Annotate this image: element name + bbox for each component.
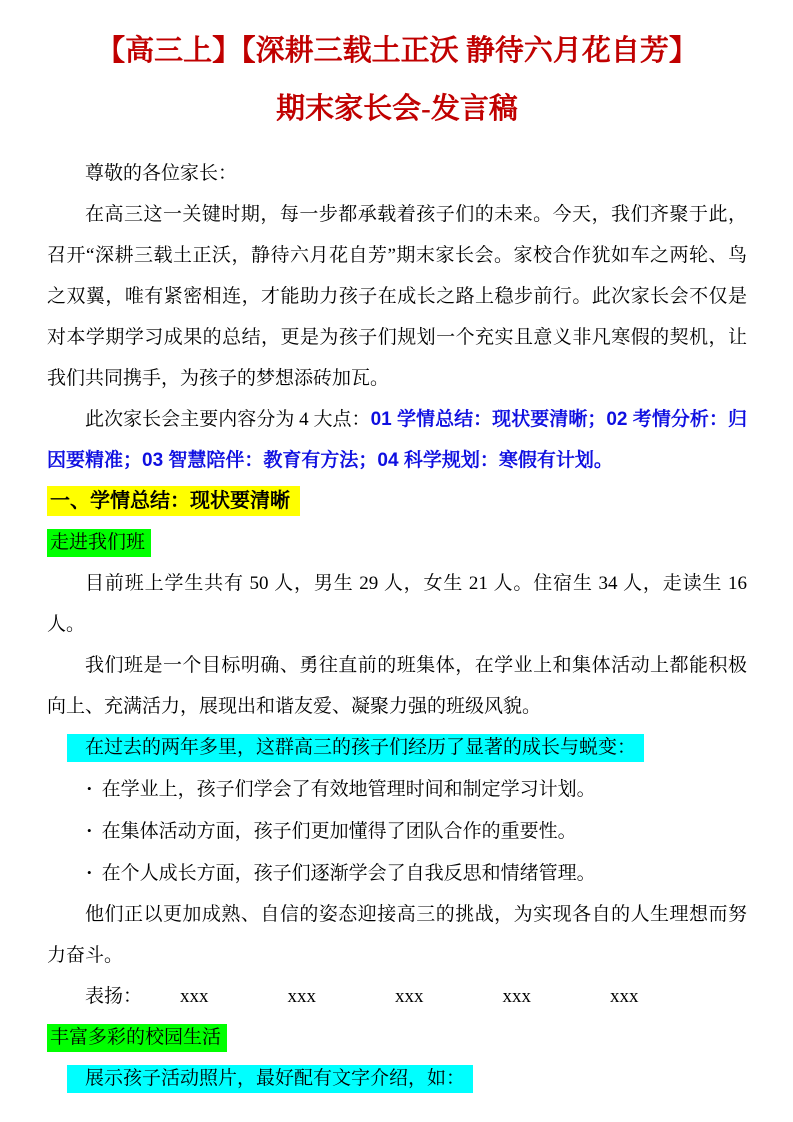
class-description-paragraph: 我们班是一个目标明确、勇往直前的班集体，在学业上和集体活动上都能积极向上、充满活力，展现出和谐友爱、凝聚力强的班级风貌。 xyxy=(47,655,747,717)
praise-name-2: xxx xyxy=(287,986,317,1007)
growth-highlight-line xyxy=(47,727,747,768)
subheading-campus-text: 丰富多彩的校园生活 xyxy=(47,1024,227,1052)
photos-note-text: 展示孩子活动照片，最好配有文字介绍，如： xyxy=(67,1065,473,1093)
agenda-lead-text: 此次家长会主要内容分为 4 大点： xyxy=(85,409,371,430)
subheading-campus xyxy=(47,1017,747,1058)
bullet-icon: • xyxy=(87,823,92,838)
title-line-2: 期末家长会-发言稿 xyxy=(276,93,518,125)
agenda-items-text: 01 学情总结：现状要清晰；02 考情分析：归因要精准；03 智慧陪伴：教育有方法；04 科学规划：寒假有计划。 xyxy=(47,409,747,471)
praise-name-4: xxx xyxy=(502,986,532,1007)
growth-bullet-1-text: 在学业上，孩子们学会了有效地管理时间和制定学习计划。 xyxy=(101,779,596,800)
praise-name-1: xxx xyxy=(180,986,209,1007)
praise-name-5: xxx xyxy=(610,986,639,1007)
bullet-icon: • xyxy=(87,781,92,796)
section1-heading xyxy=(47,481,747,522)
growth-bullet-2 xyxy=(47,810,747,852)
title-line-1: 【高三上】【深耕三载土正沃 静待六月花自芳】 xyxy=(96,35,698,67)
growth-bullet-1 xyxy=(47,768,747,810)
subheading-class xyxy=(47,522,747,563)
salutation: 尊敬的各位家长： xyxy=(85,163,238,184)
document-title xyxy=(47,22,747,138)
section1-heading-text: 一、学情总结：现状要清晰 xyxy=(47,486,300,516)
praise-name-3: xxx xyxy=(395,986,424,1007)
growth-bullet-2-text: 在集体活动方面，孩子们更加懂得了团队合作的重要性。 xyxy=(101,821,577,842)
praise-line xyxy=(47,976,747,1017)
growth-bullet-3 xyxy=(47,852,747,894)
photos-note-line xyxy=(47,1058,747,1099)
praise-label: 表扬： xyxy=(85,986,143,1007)
intro-paragraph: 在高三这一关键时期，每一步都承载着孩子们的未来。今天，我们齐聚于此，召开“深耕三载土正沃，静待六月花自芳”期末家长会。家校合作犹如车之两轮、鸟之双翼，唯有紧密相连，才能助力孩子在成长之路上稳步前行。此次家长会不仅是对本学期学习成果的总结，更是为孩子们规划一个充实且意义非凡寒假的契机，让我们共同携手，为孩子的梦想添砖加瓦。 xyxy=(47,204,747,389)
bullet-icon: • xyxy=(87,865,92,880)
document-body xyxy=(47,153,747,1099)
growth-highlight-text: 在过去的两年多里，这群高三的孩子们经历了显著的成长与蜕变： xyxy=(67,734,644,762)
agenda-paragraph xyxy=(47,399,747,481)
subheading-class-text: 走进我们班 xyxy=(47,529,151,557)
growth-bullet-3-text: 在个人成长方面，孩子们逐渐学会了自我反思和情绪管理。 xyxy=(101,863,596,884)
outlook-paragraph: 他们正以更加成熟、自信的姿态迎接高三的挑战，为实现各自的人生理想而努力奋斗。 xyxy=(47,904,747,966)
class-stats-paragraph: 目前班上学生共有 50 人，男生 29 人，女生 21 人。住宿生 34 人，走读生 16 人。 xyxy=(47,573,747,635)
